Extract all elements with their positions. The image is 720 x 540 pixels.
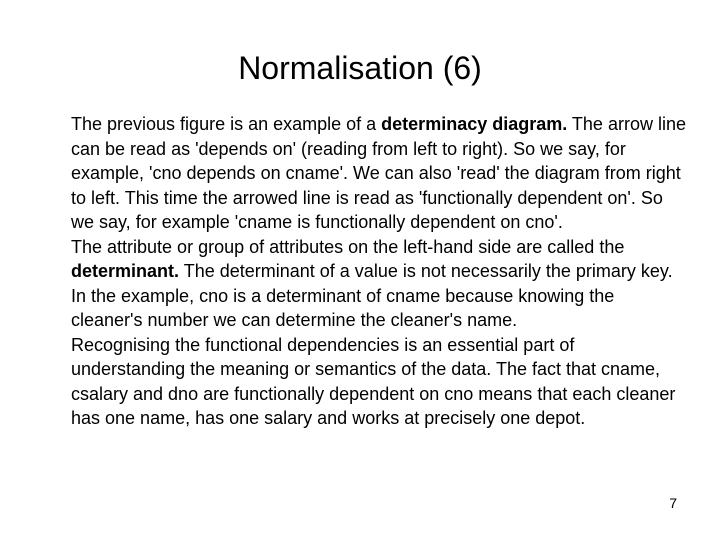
slide-title: Normalisation (6) bbox=[238, 50, 482, 86]
paragraph-functional-dependencies bbox=[71, 333, 689, 431]
paragraph-text: Recognising the functional dependencies is an essential part of understanding the meaning or semantics of the data. The fact that cname, csalary and dno are functionally dependent on cno means that each cleaner has one name, has one salary and works at precisely one depot. bbox=[71, 334, 676, 428]
paragraph-text: The attribute or group of attributes on the left-hand side are called the bbox=[71, 236, 625, 257]
bold-term-determinacy-diagram: determinacy diagram. bbox=[381, 114, 568, 134]
paragraph-determinacy-diagram bbox=[71, 112, 689, 235]
paragraph-text: The arrow line can be read as 'depends on' (reading from left to right). So we say, for example, 'cno depends on cname'. We can also 'read' the diagram from right to left. This time the arrowed line is read as 'functionally dependent on'. So we say, for example 'cname is functionally dependent on cno'. bbox=[71, 114, 686, 232]
paragraph-text: The previous figure is an example of a bbox=[71, 114, 382, 134]
page-number: 7 bbox=[669, 495, 677, 511]
paragraph-text: The determinant of a value is not necessarily the primary key. In the example, cno is a determinant of cname because knowing the cleaner's number we can determine the cleaner's name. bbox=[71, 261, 673, 330]
paragraph-determinant bbox=[71, 235, 689, 333]
slide-body bbox=[71, 112, 689, 431]
bold-term-determinant: determinant. bbox=[71, 261, 180, 281]
